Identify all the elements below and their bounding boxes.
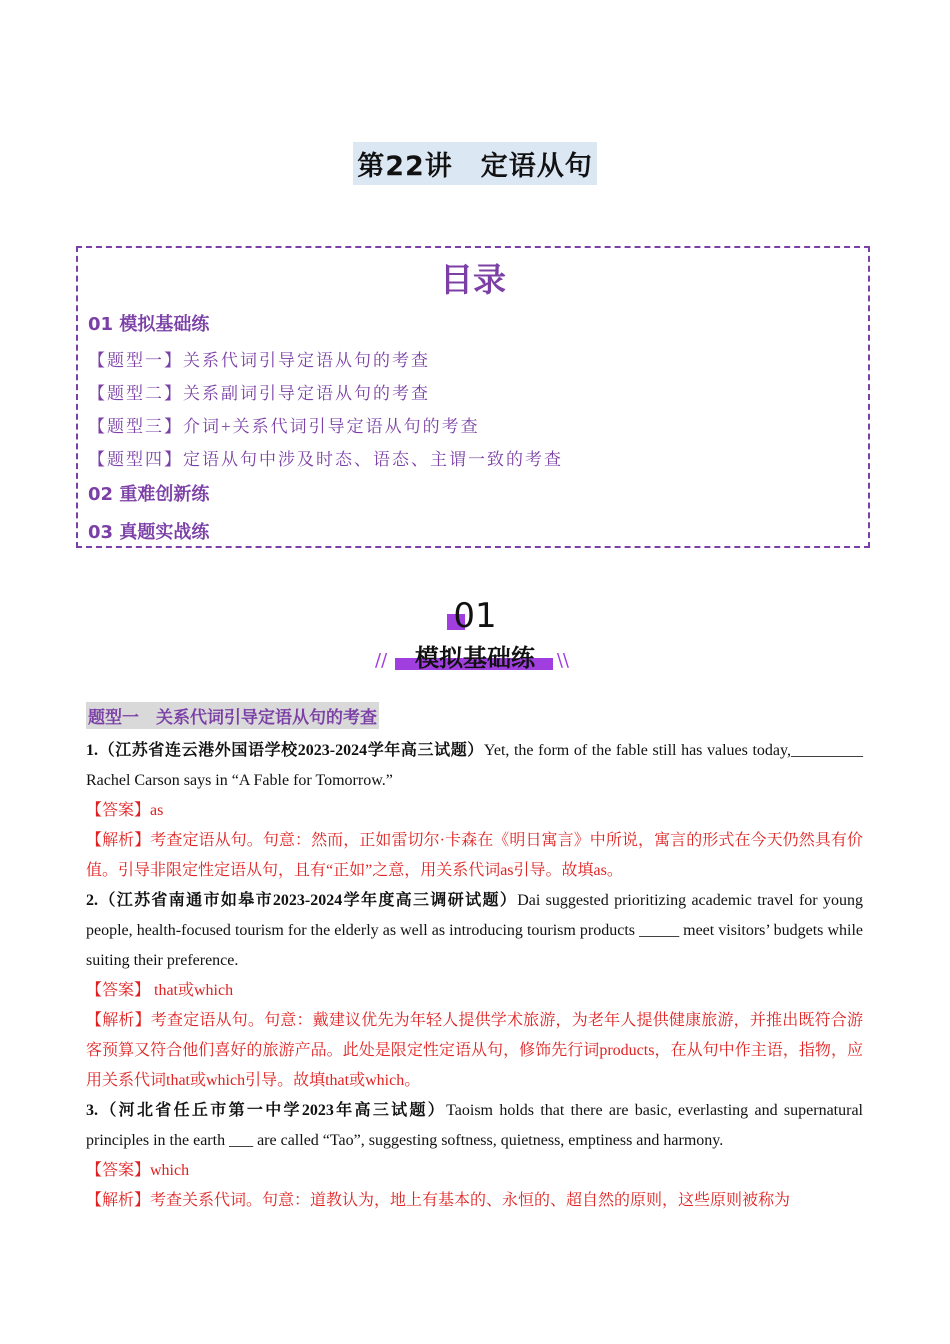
toc-heading: 目录 <box>440 260 506 299</box>
toc-item: 【题型三】介词+关系代词引导定语从句的考查 <box>88 417 480 436</box>
section-number: 01 <box>453 596 497 636</box>
question <box>86 886 863 976</box>
toc-section-3: 03 真题实战练 <box>88 522 210 543</box>
analysis: 【解析】考查关系代词。句意：道教认为，地上有基本的、永恒的、超自然的原则，这些原则被称为 <box>86 1192 791 1209</box>
question-text: Yet, the form of the fable still has values today,_________ Rachel Carson says in “A Fable for Tomorrow.” <box>86 742 863 789</box>
question-text: Dai suggested prioritizing academic travel for young people, health-focused tourism for the elderly as well as introducing tourism products _____ meet visitors’ budgets while suiting their preference. <box>86 892 863 969</box>
question-source: 1.（江苏省连云港外国语学校2023-2024学年高三试题） <box>86 742 484 759</box>
answer: 【答案】which <box>86 1162 190 1179</box>
section-name: 模拟基础练 <box>415 644 535 672</box>
toc-section-2: 02 重难创新练 <box>88 484 210 505</box>
toc-item: 【题型一】关系代词引导定语从句的考查 <box>88 351 430 370</box>
page-title: 第22讲 定语从句 <box>0 142 950 185</box>
analysis: 【解析】考查定语从句。句意：戴建议优先为年轻人提供学术旅游，为老年人提供健康旅游，并推出既符合游客预算又符合他们喜好的旅游产品。此处是限定性定语从句，修饰先行词products，在从句中作主语，指物，应用关系代词that或which引导。故填that或which。 <box>86 1012 863 1089</box>
question-type-heading: 题型一 关系代词引导定语从句的考查 <box>86 702 379 729</box>
question-source: 2.（江苏省南通市如皋市2023-2024学年度高三调研试题） <box>86 892 518 909</box>
question-text: Taoism holds that there are basic, everlasting and supernatural principles in the earth ___ are called “Tao”, suggesting softness, quietness, emptiness and harmony. <box>86 1102 863 1149</box>
toc-section-1: 01 模拟基础练 <box>88 314 210 335</box>
decor-slash-right: \\ <box>556 650 569 671</box>
answer: 【答案】as <box>86 802 164 819</box>
question-source: 3.（河北省任丘市第一中学2023年高三试题） <box>86 1102 447 1119</box>
table-of-contents <box>76 246 870 548</box>
question <box>86 736 863 796</box>
question-list <box>86 736 863 1216</box>
toc-item: 【题型二】关系副词引导定语从句的考查 <box>88 384 430 403</box>
decor-slash-left: // <box>375 650 388 671</box>
toc-item: 【题型四】定语从句中涉及时态、语态、主谓一致的考查 <box>88 450 563 469</box>
section-badge <box>375 596 575 678</box>
question <box>86 1096 863 1156</box>
answer: 【答案】 that或which <box>86 982 234 999</box>
analysis: 【解析】考查定语从句。句意：然而，正如雷切尔·卡森在《明日寓言》中所说，寓言的形式在今天仍然具有价值。引导非限定性定语从句，且有“正如”之意，用关系代词as引导。故填as。 <box>86 832 863 879</box>
